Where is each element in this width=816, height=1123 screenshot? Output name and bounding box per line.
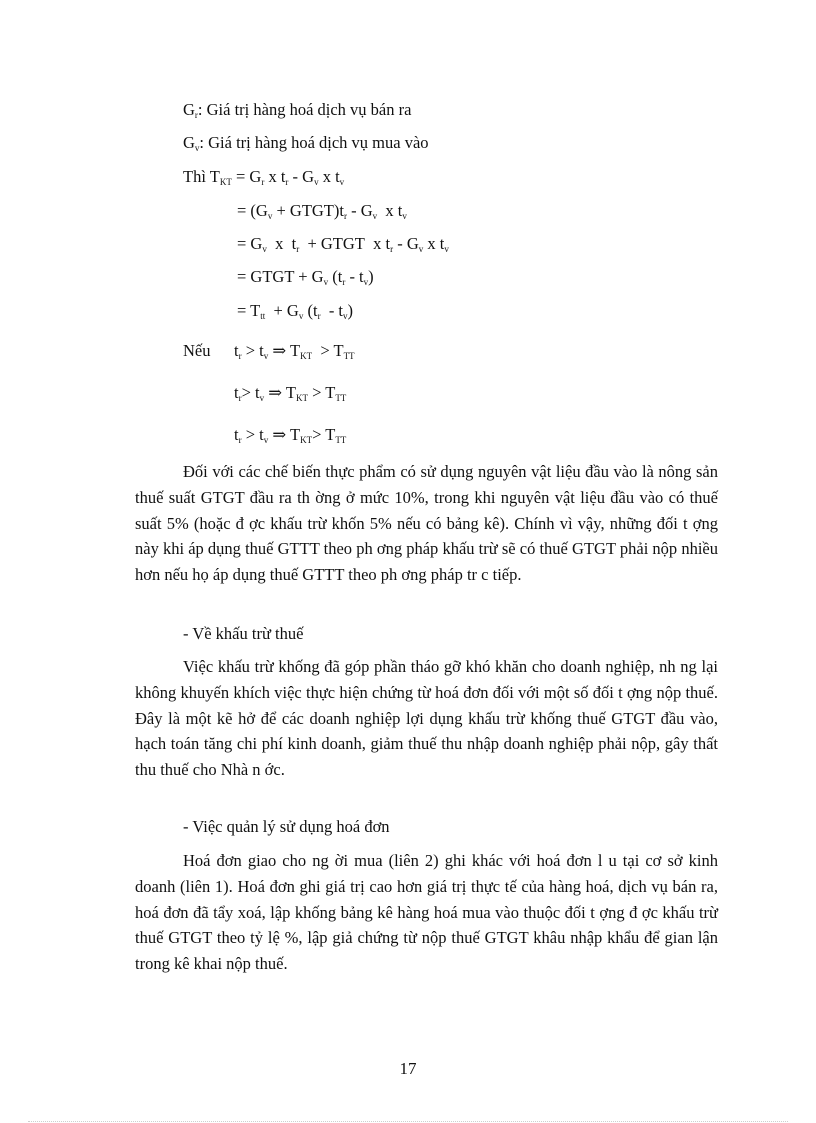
formula-line-4: = GTGT + $G_v$ $(t_r - t_v)$ — [237, 267, 374, 287]
page-number: 17 — [399, 1059, 417, 1078]
condition-label: Nếu — [183, 341, 211, 360]
formula-line-3: = $G_v$ x $t_r$ + GTGT x $t_r - G_v$ x $t_v$ — [237, 234, 449, 254]
gr-description: : Giá trị hàng hoá dịch vụ bán ra — [197, 100, 412, 119]
gr-symbol: G — [183, 100, 195, 119]
condition-3: $t_r > t_v$ ⇒ $T_{KT}> T_{TT}$ — [234, 425, 347, 445]
paragraph-2 — [135, 654, 718, 783]
condition-1: $t_r > t_v$ ⇒ $T_{KT} > T_{TT}$ — [234, 341, 355, 361]
condition-2: $t_r> t_v$ ⇒ $T_{KT} > T_{TT}$ — [234, 383, 347, 403]
definition-gv — [183, 133, 429, 153]
gv-subscript: v — [194, 143, 200, 153]
formula-line-5: = $T_{tt} + G_v$ $(t_r - t_v)$ — [237, 301, 354, 321]
gr-subscript: r — [194, 110, 198, 120]
paragraph-3 — [135, 848, 718, 977]
formula-line-2: = ($G_v$ + $GTGT)t_r - G_v$ x $t_v$ — [237, 201, 407, 221]
paragraph-2-text: Việc khấu trừ khống đã góp phần tháo gỡ khó khăn cho doanh nghiệp, nh ng lại không khuyến khích việc thực hiện chứng từ hoá đơn đối với một số đối t ợng nộp thuế. Đây là một kẽ hở để các doanh nghiệp lợi dụng khấu trừ khống thuế GTGT đầu vào, hạch toán tăng chi phí kinh doanh, giảm thuế thu nhập doanh nghiệp phải nộp, gây thất thu thuế cho Nhà n ớc. — [135, 657, 718, 780]
paragraph-1-text: Đối với các chế biến thực phẩm có sử dụng nguyên vật liệu đầu vào là nông sản thuế suất GTGT đầu ra th ờng ở mức 10%, trong khi nguyên vật liệu đầu vào có thuế suất 5% (hoặc đ ợc khấu trừ khốn 5% nếu có bảng kê). Chính vì vậy, những đối t ợng này khi áp dụng thuế GTTT theo ph ơng pháp khấu trừ sẽ có thuế GTGT phải nộp nhiều hơn nếu họ áp dụng thuế GTTT theo ph ơng pháp tr c tiếp. — [135, 462, 718, 585]
page-bottom-divider — [28, 1121, 788, 1122]
gv-description: : Giá trị hàng hoá dịch vụ mua vào — [199, 133, 429, 152]
paragraph-3-text: Hoá đơn giao cho ng ời mua (liên 2) ghi khác với hoá đơn l u tại cơ sở kinh doanh (liên 1). Hoá đơn ghi giá trị cao hơn giá trị thực tế của hàng hoá, dịch vụ bán ra, hoá đơn đã tẩy xoá, lập khống bảng kê hàng hoá mua vào thuộc đối t ợng đ ợc khấu trừ thuế GTGT theo tỷ lệ %, lập giả chứng từ nộp thuế GTGT khâu nhập khẩu để gian lận trong kê khai nộp thuế. — [135, 851, 718, 974]
bullet-deduction: - Về khấu trừ thuế — [183, 624, 304, 643]
paragraph-1 — [135, 459, 718, 588]
formula-line-1: Thì $T_{KT} = G_r$ x $t_r - G_v$ x $t_v$ — [183, 167, 345, 187]
bullet-invoice-management: - Việc quản lý sử dụng hoá đơn — [183, 817, 390, 836]
gv-symbol: G — [183, 133, 195, 152]
definition-gr — [183, 100, 411, 120]
